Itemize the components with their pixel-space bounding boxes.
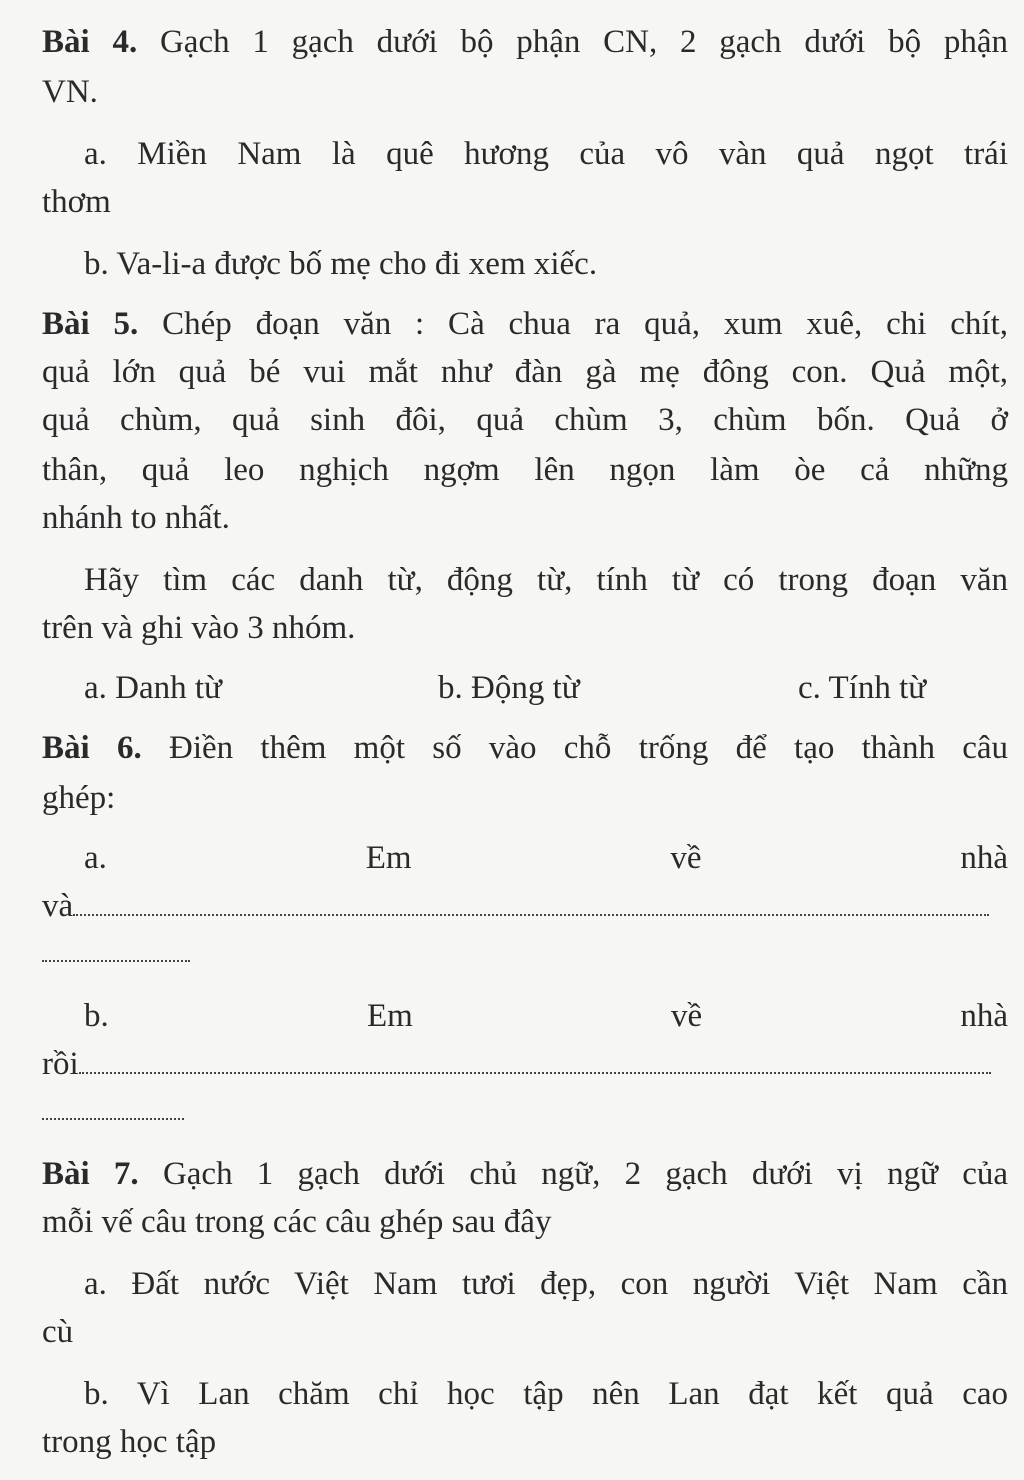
bai5-text-line2: quả lớn quả bé vui mắt như đàn gà mẹ đông con. Quả một,	[42, 354, 1008, 390]
bai6-b-blank-line2-row	[42, 1088, 1008, 1132]
bai5-text-line4: thân, quả leo nghịch ngợm lên ngọn làm òe cả những	[42, 452, 1008, 488]
bai4-heading	[42, 20, 1008, 64]
bai7-item-b-line1: b. Vì Lan chăm chỉ học tập nên Lan đạt kết quả cao	[84, 1376, 1008, 1412]
bai4-label: Bài 4.	[42, 24, 138, 60]
bai7-item-a-line2: cù	[42, 1314, 74, 1350]
bai5-col-tinh-tu: c. Tính từ	[798, 670, 927, 706]
bai6-a-word-nha: nhà	[960, 840, 1008, 876]
bai6-instruction-line2: ghép:	[42, 780, 116, 816]
bai6-a-word-ve: về	[670, 840, 702, 876]
bai5-col-danh-tu: a. Danh từ	[84, 670, 222, 706]
bai5-text-line5: nhánh to nhất.	[42, 500, 230, 536]
bai5-text-line3: quả chùm, quả sinh đôi, quả chùm 3, chùm bốn. Quả ở	[42, 402, 1008, 438]
bai7-label: Bài 7.	[42, 1156, 139, 1192]
bai5-label: Bài 5.	[42, 306, 139, 342]
bai5-text-line1: Chép đoạn văn : Cà chua ra quả, xum xuê, chi chít,	[162, 306, 1008, 342]
bai6-item-a-row	[84, 836, 1008, 880]
bai6-a-blank-line2[interactable]	[42, 960, 190, 962]
bai6-b-word-nha: nhà	[960, 998, 1008, 1034]
bai7-instruction-line1: Gạch 1 gạch dưới chủ ngữ, 2 gạch dưới vị ngữ của	[162, 1156, 1009, 1192]
bai6-a-marker: a.	[84, 840, 107, 876]
bai7-instruction-line2: mỗi vế câu trong các câu ghép sau đây	[42, 1204, 552, 1240]
bai4-item-b: b. Va-li-a được bố mẹ cho đi xem xiếc.	[84, 246, 598, 282]
bai4-instruction-line2: VN.	[42, 74, 98, 110]
bai4-item-a-line1: a. Miền Nam là quê hương của vô vàn quả ngọt trái	[84, 136, 1008, 172]
bai5-heading	[42, 302, 1008, 346]
bai6-label: Bài 6.	[42, 730, 142, 766]
bai7-heading	[42, 1152, 1008, 1196]
bai4-item-a-line2: thơm	[42, 184, 111, 220]
bai6-a-blank-line2-row	[42, 930, 1008, 974]
bai5-task-line2: trên và ghi vào 3 nhóm.	[42, 610, 356, 646]
bai6-instruction-line1: Điền thêm một số vào chỗ trống để tạo thành câu	[168, 730, 1009, 766]
bai6-b-word-ve: về	[670, 998, 703, 1034]
bai6-b-marker: b.	[84, 998, 109, 1034]
bai5-task-line1: Hãy tìm các danh từ, động từ, tính từ có trong đoạn văn	[84, 562, 1008, 598]
bai6-item-a-continuation	[42, 884, 1008, 928]
bai6-b-blank-line2[interactable]	[42, 1118, 184, 1120]
bai6-b-cont-word: rồi	[42, 1046, 79, 1082]
bai6-item-b-continuation	[42, 1042, 1008, 1086]
bai7-item-b-line2: trong học tập	[42, 1424, 217, 1460]
bai6-item-b-row	[84, 994, 1008, 1038]
bai6-b-word-em: Em	[366, 998, 413, 1034]
bai5-col-dong-tu: b. Động từ	[438, 670, 580, 706]
bai4-instruction-line1: Gạch 1 gạch dưới bộ phận CN, 2 gạch dưới bộ phận	[159, 24, 1008, 60]
bai7-item-a-line1: a. Đất nước Việt Nam tươi đẹp, con người Việt Nam cần	[84, 1266, 1008, 1302]
bai6-a-word-em: Em	[365, 840, 412, 876]
bai6-a-cont-word: và	[42, 888, 74, 924]
bai6-heading	[42, 726, 1008, 770]
bai6-a-blank-line[interactable]	[73, 914, 989, 916]
bai6-b-blank-line[interactable]	[79, 1072, 991, 1074]
